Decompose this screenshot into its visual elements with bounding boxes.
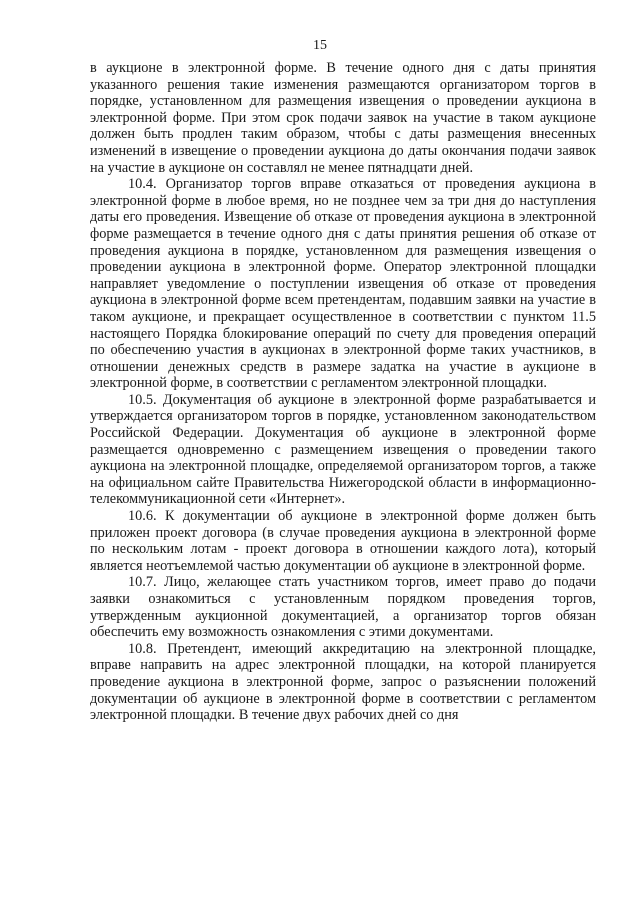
paragraph-10-7: 10.7. Лицо, желающее стать участником торгов, имеет право до подачи заявки ознакомиться с установленным порядком проведения торгов, утвержденным аукционной документацией, а организатор торгов обязан обеспечить ему возможность ознакомления с этими документами. [90, 574, 596, 641]
paragraph-10-5: 10.5. Документация об аукционе в электронной форме разрабатывается и утверждается организатором торгов в порядке, установленном законодательством Российской Федерации. Документация об аукционе в электронной форме размещается одновременно с размещением извещения о проведении такого аукциона на электронной площадке, определяемой организатором торгов, а также на официальном сайте Правительства Нижегородской области в информационно-телекоммуникационной сети «Интернет». [90, 391, 596, 508]
page-number: 15 [313, 38, 327, 53]
document-body [90, 60, 596, 724]
paragraph-10-8: 10.8. Претендент, имеющий аккредитацию на электронной площадке, вправе направить на адрес электронной площадки, на которой планируется проведение аукциона в электронной форме, запрос о разъяснении положений документации об аукционе в электронной форме в соответствии с регламентом электронной площадки. В течение двух рабочих дней со дня [90, 640, 596, 724]
paragraph-10-6: 10.6. К документации об аукционе в электронной форме должен быть приложен проект договора (в случае проведения аукциона в электронной форме по нескольким лотам - проект договора в отношении каждого лота), который является неотъемлемой частью документации об аукционе в электронной форме. [90, 508, 596, 574]
paragraph-10-4: 10.4. Организатор торгов вправе отказаться от проведения аукциона в электронной форме в любое время, но не позднее чем за три дня до наступления даты его проведения. Извещение об отказе от проведения аукциона в электронной форме размещается в течение одного дня с даты принятия решения об отказе от проведения аукциона в порядке, установленном для размещения извещения о проведении аукциона в электронной форме. Оператор электронной площадки направляет уведомление о поступлении извещения об отказе от проведения аукциона в электронной форме всем претендентам, подавшим заявки на участие в таком аукционе, и прекращает осуществленное в соответствии с пунктом 11.5 настоящего Порядка блокирование операций по счету для проведения операций по обеспечению участия в аукционах в электронной форме таких участников, в отношении денежных средств в размере задатка на участие в аукционе в электронной форме, в соответствии с регламентом электронной площадки. [90, 176, 596, 392]
paragraph-continuation: в аукционе в электронной форме. В течение одного дня с даты принятия указанного решения такие изменения размещаются организатором торгов в порядке, установленном для размещения извещения о проведении аукциона в электронной форме. При этом срок подачи заявок на участие в таком аукционе должен быть продлен таким образом, чтобы с даты размещения внесенных изменений в извещение о проведении аукциона до даты окончания подачи заявок на участие в аукционе он составлял не менее пятнадцати дней. [90, 60, 596, 176]
